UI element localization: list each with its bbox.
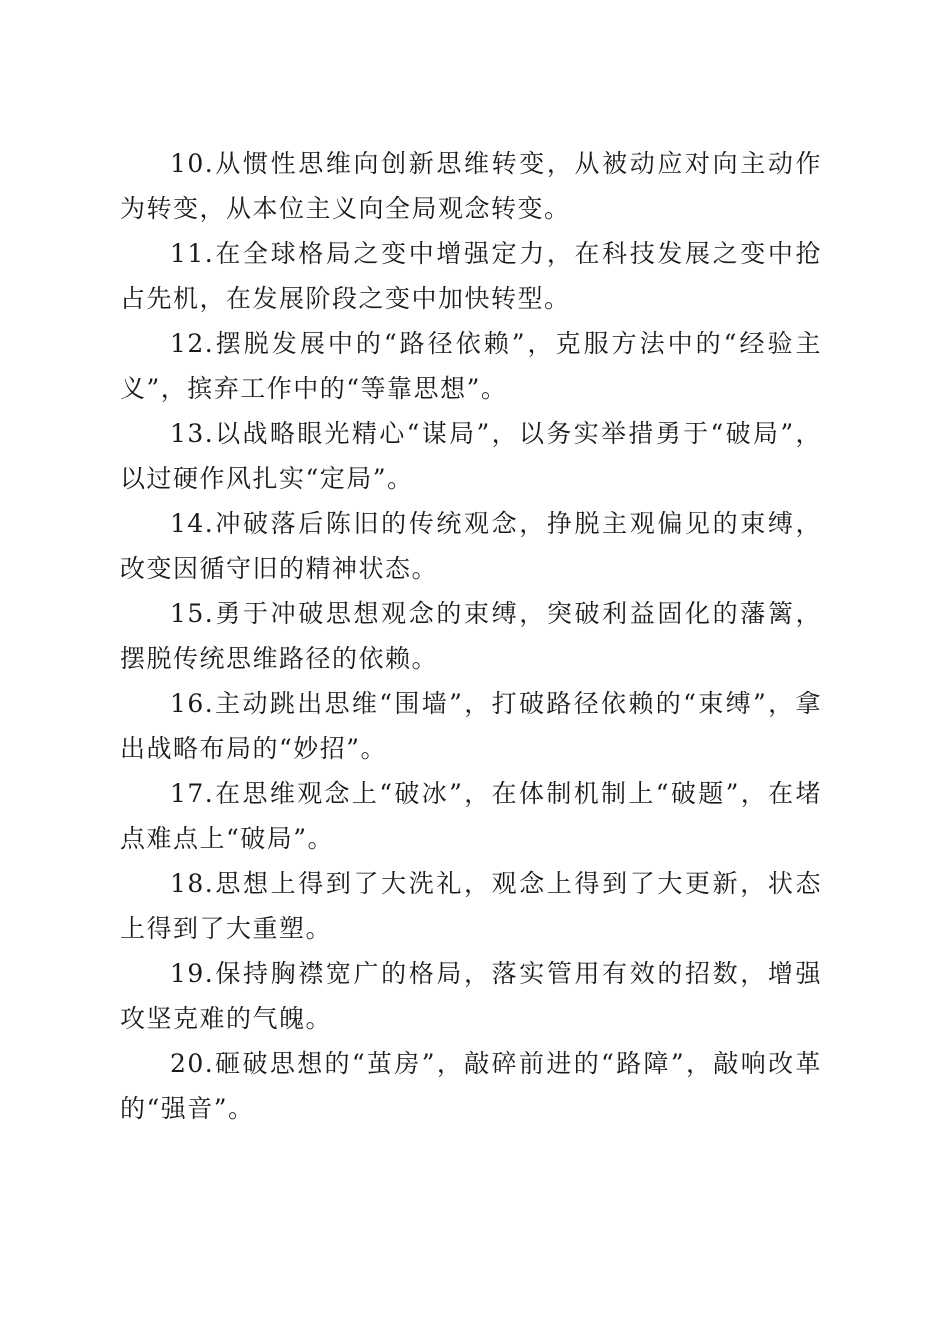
- paragraph-20: 20.砸破思想的“茧房”，敲碎前进的“路障”，敲响改革的“强音”。: [120, 1049, 822, 1123]
- paragraph-14: 14.冲破落后陈旧的传统观念，挣脱主观偏见的束缚，改变因循守旧的精神状态。: [120, 509, 822, 583]
- document-body: [120, 141, 822, 1131]
- paragraph-13: 13.以战略眼光精心“谋局”，以务实举措勇于“破局”，以过硬作风扎实“定局”。: [120, 419, 822, 493]
- paragraph-10: 10.从惯性思维向创新思维转变，从被动应对向主动作为转变，从本位主义向全局观念转变。: [120, 149, 822, 223]
- paragraph-16: 16.主动跳出思维“围墙”，打破路径依赖的“束缚”，拿出战略布局的“妙招”。: [120, 689, 822, 763]
- paragraph-12: 12.摆脱发展中的“路径依赖”，克服方法中的“经验主义”，摈弃工作中的“等靠思想”。: [120, 329, 822, 403]
- paragraph-19: 19.保持胸襟宽广的格局，落实管用有效的招数，增强攻坚克难的气魄。: [120, 959, 822, 1033]
- paragraph-15: 15.勇于冲破思想观念的束缚，突破利益固化的藩篱，摆脱传统思维路径的依赖。: [120, 599, 822, 673]
- paragraph-11: 11.在全球格局之变中增强定力，在科技发展之变中抢占先机，在发展阶段之变中加快转型。: [120, 239, 822, 313]
- paragraph-17: 17.在思维观念上“破冰”，在体制机制上“破题”，在堵点难点上“破局”。: [120, 779, 822, 853]
- paragraph-18: 18.思想上得到了大洗礼，观念上得到了大更新，状态上得到了大重塑。: [120, 869, 822, 943]
